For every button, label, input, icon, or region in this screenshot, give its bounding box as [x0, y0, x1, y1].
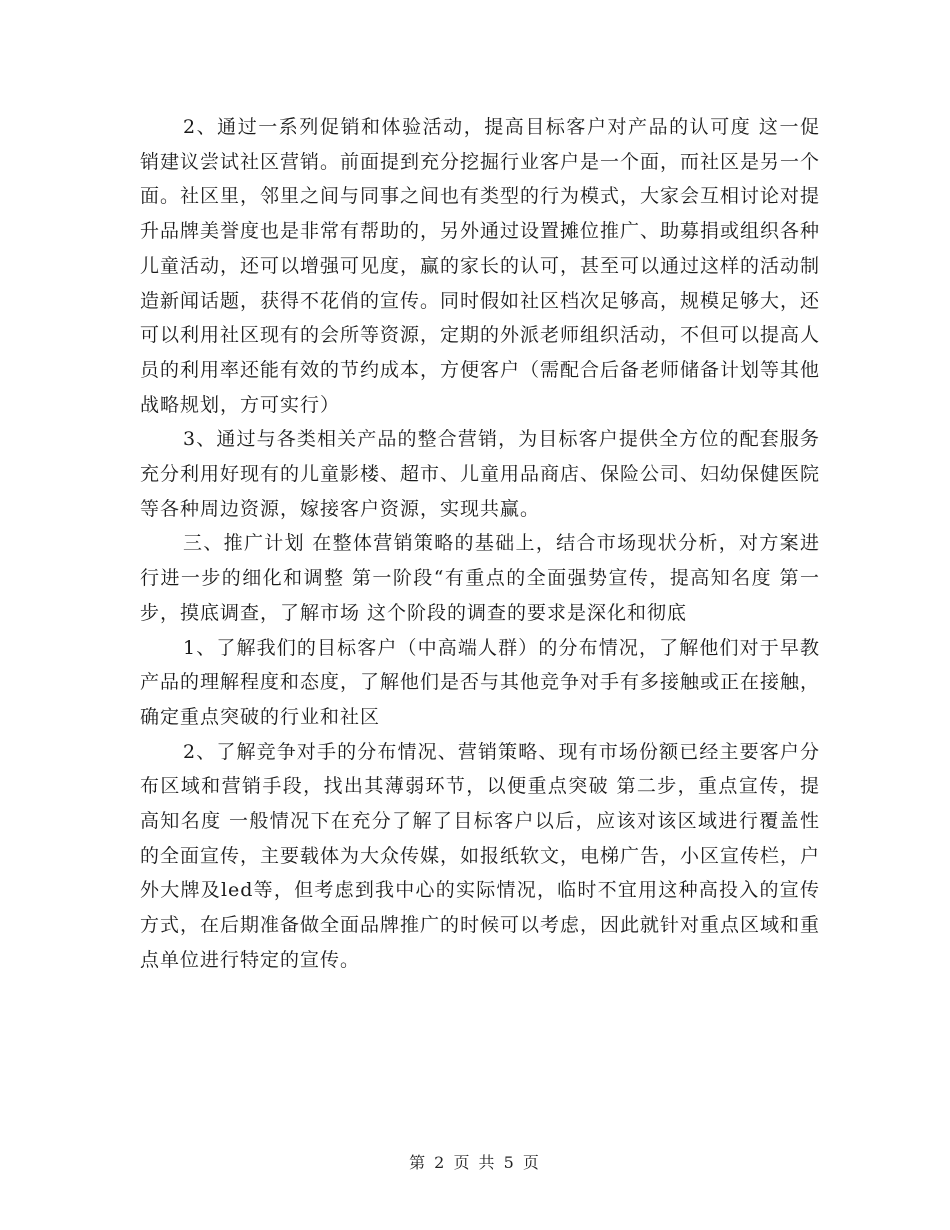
paragraph-integrated-marketing: 3、通过与各类相关产品的整合营销，为目标客户提供全方位的配套服务 充分利用好现有的儿童影楼、超市、儿童用品商店、保险公司、妇幼保健医院等各种周边资源，嫁接客户资源，实现共赢。 — [140, 428, 821, 520]
paragraph-community-promotion: 2、通过一系列促销和体验活动，提高目标客户对产品的认可度 这一促销建议尝试社区营销。前面提到充分挖掘行业客户是一个面，而社区是另一个面。社区里，邻里之间与同事之间也有类型的行为模式，大家会互相讨论对提升品牌美誉度也是非常有帮助的，另外通过设置摊位推广、助募捐或组织各种儿童活动，还可以增强可见度，赢的家长的认可，甚至可以通过这样的活动制造新闻话题，获得不花俏的宣传。同时假如社区档次足够高，规模足够大，还可以利用社区现有的会所等资源，定期的外派老师组织活动，不但可以提高人员的利用率还能有效的节约成本，方便客户（需配合后备老师储备计划等其他战略规划，方可实行） — [140, 116, 821, 416]
paragraph-promotion-plan: 三、推广计划 在整体营销策略的基础上，结合市场现状分析，对方案进行进一步的细化和调整 第一阶段“有重点的全面强势宣传，提高知名度 第一步，摸底调查，了解市场 这个阶段的调查的要求是深化和彻底 — [140, 532, 820, 624]
page-number-footer: 第 2 页 共 5 页 — [409, 1153, 541, 1172]
paragraph-target-customers: 1、了解我们的目标客户（中高端人群）的分布情况，了解他们对于早教产品的理解程度和态度，了解他们是否与其他竞争对手有多接触或正在接触，确定重点突破的行业和社区 — [140, 636, 821, 728]
document-body — [140, 110, 820, 978]
paragraph-competitors: 2、了解竞争对手的分布情况、营销策略、现有市场份额已经主要客户分布区域和营销手段，找出其薄弱环节，以便重点突破 第二步，重点宣传，提高知名度 一般情况下在充分了解了目标客户以后，应该对该区域进行覆盖性的全面宣传，主要载体为大众传媒，如报纸软文，电梯广告，小区宣传栏，户外大牌及led等，但考虑到我中心的实际情况，临时不宜用这种高投入的宣传方式，在后期准备做全面品牌推广的时候可以考虑，因此就针对重点区域和重点单位进行特定的宣传。 — [140, 740, 821, 971]
